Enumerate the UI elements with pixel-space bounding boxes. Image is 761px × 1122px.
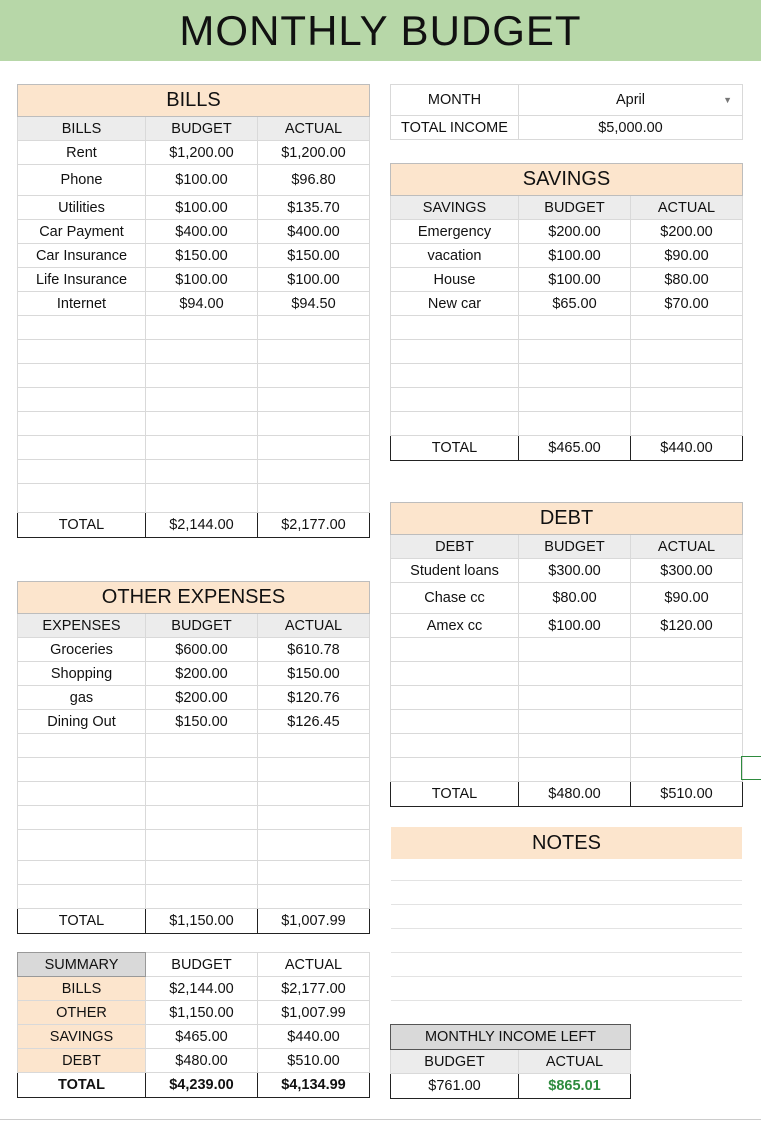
empty-cell[interactable] bbox=[391, 686, 519, 710]
empty-cell[interactable] bbox=[391, 638, 519, 662]
empty-cell[interactable] bbox=[258, 806, 370, 830]
cell[interactable]: $100.00 bbox=[258, 268, 370, 292]
empty-cell[interactable] bbox=[146, 830, 258, 861]
total-actual[interactable]: $4,134.99 bbox=[258, 1073, 370, 1098]
cell[interactable]: Chase cc bbox=[391, 583, 519, 614]
column-header[interactable]: BUDGET bbox=[146, 953, 258, 977]
empty-row bbox=[391, 758, 743, 782]
title-bar bbox=[0, 0, 761, 61]
cell[interactable]: $100.00 bbox=[519, 614, 631, 638]
table-row bbox=[18, 1049, 370, 1073]
month-table bbox=[390, 84, 743, 140]
total-row bbox=[391, 436, 743, 461]
table-row bbox=[391, 292, 743, 316]
empty-cell[interactable] bbox=[146, 782, 258, 806]
table-row bbox=[391, 244, 743, 268]
empty-cell[interactable] bbox=[18, 364, 146, 388]
table-row bbox=[18, 1001, 370, 1025]
cell[interactable]: $480.00 bbox=[146, 1049, 258, 1073]
cell[interactable]: $2,177.00 bbox=[258, 977, 370, 1001]
cell[interactable]: $100.00 bbox=[519, 244, 631, 268]
empty-cell[interactable] bbox=[519, 388, 631, 412]
empty-cell[interactable] bbox=[519, 364, 631, 388]
table-row bbox=[391, 268, 743, 292]
cell[interactable]: $400.00 bbox=[258, 220, 370, 244]
notes-title: NOTES bbox=[532, 831, 601, 854]
empty-row bbox=[391, 388, 743, 412]
empty-cell[interactable] bbox=[519, 340, 631, 364]
empty-cell[interactable] bbox=[146, 340, 258, 364]
empty-cell[interactable] bbox=[631, 364, 743, 388]
empty-cell[interactable] bbox=[258, 412, 370, 436]
empty-cell[interactable] bbox=[631, 340, 743, 364]
empty-cell[interactable] bbox=[631, 662, 743, 686]
month-value: April bbox=[615, 92, 645, 108]
table-row bbox=[18, 196, 370, 220]
cell[interactable]: Car Payment bbox=[18, 220, 146, 244]
note-line[interactable] bbox=[391, 904, 742, 905]
empty-cell[interactable] bbox=[146, 436, 258, 460]
note-line[interactable] bbox=[391, 952, 742, 953]
table-row bbox=[18, 165, 370, 196]
cell[interactable]: Life Insurance bbox=[18, 268, 146, 292]
cell[interactable]: Shopping bbox=[18, 662, 146, 686]
table-row bbox=[18, 292, 370, 316]
cell[interactable]: Dining Out bbox=[18, 710, 146, 734]
empty-row bbox=[391, 734, 743, 758]
empty-cell[interactable] bbox=[18, 316, 146, 340]
cell[interactable]: $135.70 bbox=[258, 196, 370, 220]
column-header[interactable]: BUDGET bbox=[519, 535, 631, 559]
cell[interactable]: vacation bbox=[391, 244, 519, 268]
cell[interactable]: Rent bbox=[18, 141, 146, 165]
empty-cell[interactable] bbox=[146, 388, 258, 412]
empty-row bbox=[391, 412, 743, 436]
income-left-budget[interactable]: $761.00 bbox=[391, 1074, 519, 1099]
column-header[interactable]: DEBT bbox=[391, 535, 519, 559]
cell[interactable]: $96.80 bbox=[258, 165, 370, 196]
empty-cell[interactable] bbox=[631, 734, 743, 758]
column-header[interactable]: SUMMARY bbox=[18, 953, 146, 977]
income-left-actual[interactable]: $865.01 bbox=[519, 1074, 631, 1099]
savings-table bbox=[390, 163, 743, 461]
cell[interactable]: $200.00 bbox=[146, 686, 258, 710]
cell[interactable]: $400.00 bbox=[146, 220, 258, 244]
empty-cell[interactable] bbox=[18, 388, 146, 412]
empty-cell[interactable] bbox=[258, 388, 370, 412]
column-header[interactable]: BUDGET bbox=[519, 196, 631, 220]
page-title: MONTHLY BUDGET bbox=[179, 6, 582, 54]
empty-row bbox=[391, 686, 743, 710]
cell[interactable]: $150.00 bbox=[258, 244, 370, 268]
empty-cell[interactable] bbox=[146, 734, 258, 758]
summary-table bbox=[17, 952, 370, 1098]
debt-header: DEBT bbox=[391, 503, 743, 535]
total-row bbox=[18, 1073, 370, 1098]
table-row bbox=[391, 583, 743, 614]
empty-cell[interactable] bbox=[18, 412, 146, 436]
income-left-table bbox=[390, 1024, 631, 1099]
table-row bbox=[18, 268, 370, 292]
cell[interactable]: Emergency bbox=[391, 220, 519, 244]
cell[interactable]: Student loans bbox=[391, 559, 519, 583]
empty-row bbox=[18, 364, 370, 388]
total-label[interactable]: TOTAL bbox=[391, 436, 519, 461]
table-row bbox=[18, 638, 370, 662]
empty-row bbox=[391, 364, 743, 388]
cell[interactable]: Groceries bbox=[18, 638, 146, 662]
empty-cell[interactable] bbox=[258, 782, 370, 806]
cell[interactable]: $300.00 bbox=[631, 559, 743, 583]
empty-cell[interactable] bbox=[258, 830, 370, 861]
empty-cell[interactable] bbox=[631, 686, 743, 710]
note-line[interactable] bbox=[391, 976, 742, 977]
month-select[interactable] bbox=[519, 85, 743, 116]
cell[interactable]: Utilities bbox=[18, 196, 146, 220]
empty-cell[interactable] bbox=[391, 662, 519, 686]
note-line[interactable] bbox=[391, 928, 742, 929]
column-header[interactable]: ACTUAL bbox=[258, 117, 370, 141]
cell[interactable]: House bbox=[391, 268, 519, 292]
selected-cell[interactable] bbox=[741, 756, 761, 780]
empty-cell[interactable] bbox=[258, 734, 370, 758]
empty-cell[interactable] bbox=[631, 412, 743, 436]
cell[interactable]: Internet bbox=[18, 292, 146, 316]
column-header[interactable]: ACTUAL bbox=[519, 1050, 631, 1074]
total-label[interactable]: TOTAL bbox=[18, 513, 146, 538]
table-row bbox=[18, 686, 370, 710]
other-expenses-table bbox=[17, 581, 370, 934]
empty-cell[interactable] bbox=[18, 340, 146, 364]
cell[interactable]: $440.00 bbox=[258, 1025, 370, 1049]
column-header[interactable]: BUDGET bbox=[146, 117, 258, 141]
cell[interactable]: $100.00 bbox=[519, 268, 631, 292]
empty-cell[interactable] bbox=[519, 662, 631, 686]
note-line[interactable] bbox=[391, 1000, 742, 1001]
total-actual[interactable]: $2,177.00 bbox=[258, 513, 370, 538]
empty-cell[interactable] bbox=[519, 710, 631, 734]
empty-cell[interactable] bbox=[391, 364, 519, 388]
summary-label[interactable]: BILLS bbox=[18, 977, 146, 1001]
empty-cell[interactable] bbox=[146, 484, 258, 513]
total-actual[interactable]: $510.00 bbox=[631, 782, 743, 807]
total-income-value[interactable]: $5,000.00 bbox=[519, 116, 743, 140]
empty-row bbox=[18, 412, 370, 436]
empty-cell[interactable] bbox=[258, 885, 370, 909]
empty-row bbox=[391, 710, 743, 734]
cell[interactable]: $600.00 bbox=[146, 638, 258, 662]
cell[interactable]: $126.45 bbox=[258, 710, 370, 734]
empty-cell[interactable] bbox=[18, 460, 146, 484]
divider bbox=[0, 1119, 761, 1120]
empty-cell[interactable] bbox=[18, 734, 146, 758]
column-header[interactable]: ACTUAL bbox=[258, 953, 370, 977]
table-row bbox=[18, 244, 370, 268]
table-row bbox=[391, 559, 743, 583]
total-budget[interactable]: $2,144.00 bbox=[146, 513, 258, 538]
cell[interactable]: $100.00 bbox=[146, 268, 258, 292]
column-header[interactable]: ACTUAL bbox=[631, 196, 743, 220]
empty-cell[interactable] bbox=[146, 316, 258, 340]
empty-row bbox=[18, 734, 370, 758]
cell[interactable]: New car bbox=[391, 292, 519, 316]
table-row bbox=[18, 141, 370, 165]
empty-row bbox=[391, 662, 743, 686]
table-row bbox=[18, 1025, 370, 1049]
table-row bbox=[18, 977, 370, 1001]
empty-cell[interactable] bbox=[391, 734, 519, 758]
cell[interactable]: $65.00 bbox=[519, 292, 631, 316]
empty-row bbox=[18, 758, 370, 782]
cell[interactable]: $1,200.00 bbox=[146, 141, 258, 165]
column-header[interactable]: BUDGET bbox=[391, 1050, 519, 1074]
total-label[interactable]: TOTAL bbox=[18, 909, 146, 934]
summary-label[interactable]: SAVINGS bbox=[18, 1025, 146, 1049]
column-header[interactable]: SAVINGS bbox=[391, 196, 519, 220]
total-row bbox=[18, 513, 370, 538]
cell[interactable]: $200.00 bbox=[146, 662, 258, 686]
empty-cell[interactable] bbox=[258, 316, 370, 340]
debt-table bbox=[390, 502, 743, 807]
empty-cell[interactable] bbox=[258, 758, 370, 782]
empty-cell[interactable] bbox=[519, 316, 631, 340]
empty-cell[interactable] bbox=[391, 710, 519, 734]
empty-row bbox=[18, 484, 370, 513]
empty-row bbox=[391, 638, 743, 662]
cell[interactable]: Phone bbox=[18, 165, 146, 196]
total-actual[interactable]: $1,007.99 bbox=[258, 909, 370, 934]
empty-cell[interactable] bbox=[391, 340, 519, 364]
empty-cell[interactable] bbox=[519, 758, 631, 782]
cell[interactable]: $90.00 bbox=[631, 244, 743, 268]
other-expenses-header: OTHER EXPENSES bbox=[18, 582, 370, 614]
cell[interactable]: $1,150.00 bbox=[146, 1001, 258, 1025]
empty-cell[interactable] bbox=[18, 436, 146, 460]
empty-cell[interactable] bbox=[391, 316, 519, 340]
empty-cell[interactable] bbox=[258, 484, 370, 513]
savings-header: SAVINGS bbox=[391, 164, 743, 196]
cell[interactable]: $120.76 bbox=[258, 686, 370, 710]
empty-row bbox=[18, 436, 370, 460]
empty-row bbox=[18, 782, 370, 806]
table-row bbox=[391, 220, 743, 244]
cell[interactable]: $300.00 bbox=[519, 559, 631, 583]
empty-cell[interactable] bbox=[18, 885, 146, 909]
total-income-label: TOTAL INCOME bbox=[391, 116, 519, 140]
cell[interactable]: $80.00 bbox=[519, 583, 631, 614]
empty-cell[interactable] bbox=[18, 861, 146, 885]
month-label: MONTH bbox=[391, 85, 519, 116]
note-line[interactable] bbox=[391, 880, 742, 881]
cell[interactable]: $100.00 bbox=[146, 196, 258, 220]
cell[interactable]: $2,144.00 bbox=[146, 977, 258, 1001]
empty-cell[interactable] bbox=[146, 806, 258, 830]
total-budget[interactable]: $480.00 bbox=[519, 782, 631, 807]
empty-row bbox=[18, 806, 370, 830]
empty-cell[interactable] bbox=[18, 758, 146, 782]
empty-row bbox=[18, 861, 370, 885]
column-header[interactable]: BUDGET bbox=[146, 614, 258, 638]
empty-row bbox=[391, 340, 743, 364]
cell[interactable]: $150.00 bbox=[146, 710, 258, 734]
cell[interactable]: Amex cc bbox=[391, 614, 519, 638]
empty-cell[interactable] bbox=[258, 436, 370, 460]
summary-label[interactable]: OTHER bbox=[18, 1001, 146, 1025]
empty-cell[interactable] bbox=[631, 316, 743, 340]
cell[interactable]: $200.00 bbox=[631, 220, 743, 244]
empty-cell[interactable] bbox=[258, 364, 370, 388]
bills-table bbox=[17, 84, 370, 538]
empty-row bbox=[18, 388, 370, 412]
income-left-header: MONTHLY INCOME LEFT bbox=[391, 1025, 631, 1050]
empty-cell[interactable] bbox=[18, 782, 146, 806]
cell[interactable]: $150.00 bbox=[258, 662, 370, 686]
cell[interactable]: $1,007.99 bbox=[258, 1001, 370, 1025]
empty-cell[interactable] bbox=[631, 638, 743, 662]
cell[interactable]: Car Insurance bbox=[18, 244, 146, 268]
empty-cell[interactable] bbox=[18, 830, 146, 861]
table-row bbox=[18, 710, 370, 734]
cell[interactable]: $1,200.00 bbox=[258, 141, 370, 165]
empty-row bbox=[18, 830, 370, 861]
empty-cell[interactable] bbox=[146, 364, 258, 388]
empty-cell[interactable] bbox=[631, 388, 743, 412]
cell[interactable]: $100.00 bbox=[146, 165, 258, 196]
total-budget[interactable]: $465.00 bbox=[519, 436, 631, 461]
empty-cell[interactable] bbox=[146, 861, 258, 885]
empty-cell[interactable] bbox=[146, 758, 258, 782]
column-header[interactable]: BILLS bbox=[18, 117, 146, 141]
empty-row bbox=[18, 885, 370, 909]
notes-header bbox=[391, 827, 742, 859]
empty-cell[interactable] bbox=[519, 686, 631, 710]
summary-label[interactable]: DEBT bbox=[18, 1049, 146, 1073]
table-row bbox=[391, 614, 743, 638]
cell[interactable]: $200.00 bbox=[519, 220, 631, 244]
empty-cell[interactable] bbox=[519, 412, 631, 436]
total-label[interactable]: TOTAL bbox=[18, 1073, 146, 1098]
cell[interactable]: $150.00 bbox=[146, 244, 258, 268]
cell[interactable]: $120.00 bbox=[631, 614, 743, 638]
cell[interactable]: gas bbox=[18, 686, 146, 710]
empty-cell[interactable] bbox=[631, 710, 743, 734]
empty-cell[interactable] bbox=[391, 412, 519, 436]
income-left-row bbox=[391, 1074, 631, 1099]
table-row bbox=[18, 220, 370, 244]
empty-cell[interactable] bbox=[391, 758, 519, 782]
total-row bbox=[18, 909, 370, 934]
empty-row bbox=[18, 316, 370, 340]
total-budget[interactable]: $4,239.00 bbox=[146, 1073, 258, 1098]
empty-cell[interactable] bbox=[631, 758, 743, 782]
cell[interactable]: $94.50 bbox=[258, 292, 370, 316]
total-row bbox=[391, 782, 743, 807]
empty-cell[interactable] bbox=[146, 412, 258, 436]
empty-row bbox=[391, 316, 743, 340]
empty-cell[interactable] bbox=[391, 388, 519, 412]
empty-cell[interactable] bbox=[519, 638, 631, 662]
empty-cell[interactable] bbox=[146, 460, 258, 484]
bills-header: BILLS bbox=[18, 85, 370, 117]
total-label[interactable]: TOTAL bbox=[391, 782, 519, 807]
empty-cell[interactable] bbox=[146, 885, 258, 909]
column-header[interactable]: ACTUAL bbox=[258, 614, 370, 638]
cell[interactable]: $80.00 bbox=[631, 268, 743, 292]
empty-cell[interactable] bbox=[18, 484, 146, 513]
cell[interactable]: $610.78 bbox=[258, 638, 370, 662]
empty-row bbox=[18, 340, 370, 364]
cell[interactable]: $70.00 bbox=[631, 292, 743, 316]
total-budget[interactable]: $1,150.00 bbox=[146, 909, 258, 934]
empty-cell[interactable] bbox=[18, 806, 146, 830]
cell[interactable]: $94.00 bbox=[146, 292, 258, 316]
empty-cell[interactable] bbox=[258, 861, 370, 885]
cell[interactable]: $510.00 bbox=[258, 1049, 370, 1073]
cell[interactable]: $90.00 bbox=[631, 583, 743, 614]
empty-cell[interactable] bbox=[258, 460, 370, 484]
empty-cell[interactable] bbox=[258, 340, 370, 364]
cell[interactable]: $465.00 bbox=[146, 1025, 258, 1049]
column-header[interactable]: EXPENSES bbox=[18, 614, 146, 638]
table-row bbox=[18, 662, 370, 686]
chevron-down-icon[interactable]: ▼ bbox=[723, 95, 732, 105]
empty-cell[interactable] bbox=[519, 734, 631, 758]
column-header[interactable]: ACTUAL bbox=[631, 535, 743, 559]
total-actual[interactable]: $440.00 bbox=[631, 436, 743, 461]
empty-row bbox=[18, 460, 370, 484]
